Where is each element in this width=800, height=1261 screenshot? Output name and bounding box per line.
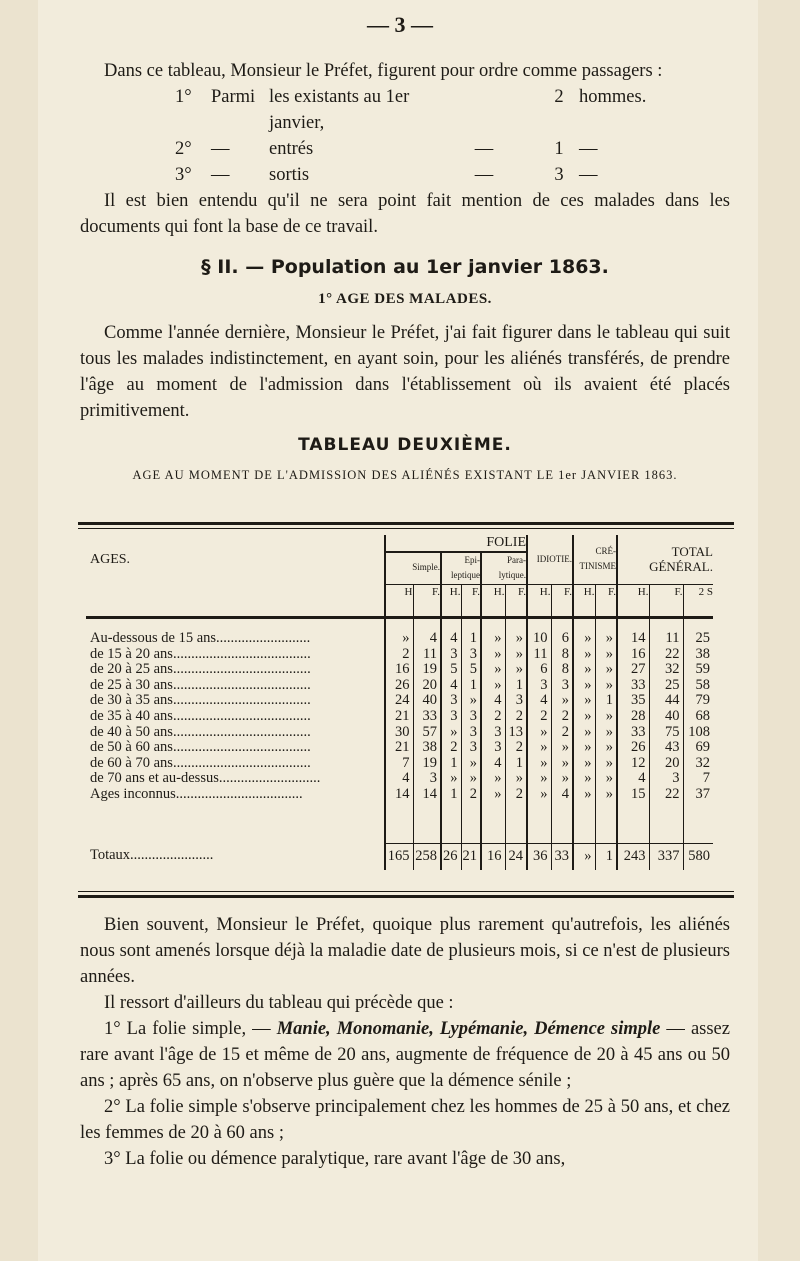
table-cell: 10 [527, 631, 551, 647]
table-cell: 2 [385, 647, 413, 663]
table-cell: » [527, 787, 551, 803]
col-header-ages: AGES. [90, 551, 131, 567]
table-cell: 33 [413, 709, 441, 725]
table-cell: 3 [649, 771, 683, 787]
table-cell: » [573, 756, 595, 772]
section-title: § II. — Population au 1er janvier 1863. [201, 256, 609, 278]
row-label: de 25 à 30 ans...................................... [90, 677, 311, 693]
table-cell: 33 [617, 678, 649, 694]
row-label: de 35 à 40 ans...................................... [90, 708, 311, 724]
header-rule [573, 600, 595, 617]
spacer-cell [527, 617, 551, 631]
total-cell: 243 [617, 843, 649, 870]
table-cell: 59 [683, 662, 713, 678]
table-cell: 21 [385, 740, 413, 756]
table-cell: 2 [527, 709, 551, 725]
header-rule [649, 600, 683, 617]
age-table [86, 535, 713, 870]
passenger-item-dash: — [211, 139, 230, 159]
spacer-cell [505, 803, 527, 844]
table-cell: 35 [617, 693, 649, 709]
col-subheader: F. [551, 584, 573, 600]
table-cell: 3 [441, 709, 461, 725]
table-row [86, 725, 713, 741]
table-cell: 14 [385, 787, 413, 803]
col-subheader: H. [617, 584, 649, 600]
table-cell: » [595, 771, 617, 787]
header-rule [385, 600, 413, 617]
header-rule [595, 600, 617, 617]
intro-paragraph: Dans ce tableau, Monsieur le Préfet, figurent pour ordre comme passagers : [104, 61, 663, 81]
row-label: de 50 à 60 ans...................................... [90, 740, 311, 756]
table-cell: 2 [551, 725, 573, 741]
point-1-start: 1° La folie simple, — [104, 1019, 277, 1039]
point-1-diagnoses: Manie, Monomanie, Lypémanie, Démence simple [276, 1019, 661, 1039]
table-cell: 26 [385, 678, 413, 694]
passenger-item-count: 1 [554, 139, 564, 159]
table-cell: » [595, 709, 617, 725]
intro-note: Il est bien entendu qu'il ne sera point fait mention de ces malades dans les documents qui font la base de ce travail. [80, 191, 730, 237]
table-cell: 3 [461, 740, 481, 756]
passenger-item-dash2: — [474, 139, 494, 159]
table-cell: 16 [617, 647, 649, 663]
table-row [86, 787, 713, 803]
table-cell: » [595, 678, 617, 694]
table-cell: 2 [441, 740, 461, 756]
table-cell: 108 [683, 725, 713, 741]
spacer-cell [551, 803, 573, 844]
col-header-folie: FOLIE [385, 535, 527, 552]
table-cell: 75 [649, 725, 683, 741]
table-cell: » [551, 740, 573, 756]
header-rule [86, 600, 385, 617]
table-cell: 3 [413, 771, 441, 787]
table-cell: » [481, 678, 505, 694]
table-cell: 33 [617, 725, 649, 741]
header-rule [413, 600, 441, 617]
col-subheader: H. [441, 584, 461, 600]
table-cell: 5 [441, 662, 461, 678]
table-cell: 19 [413, 662, 441, 678]
table-cell: 1 [441, 756, 461, 772]
paragraph-point-1 [80, 1016, 730, 1094]
table-cell: 2 [505, 787, 527, 803]
col-subheader: F. [649, 584, 683, 600]
table-cell: » [481, 631, 505, 647]
spacer-cell [413, 803, 441, 844]
table-cell: 5 [461, 662, 481, 678]
passenger-item-what: les existants au 1er janvier, [269, 87, 410, 133]
table-cell: » [573, 725, 595, 741]
passenger-item-unit: — [579, 165, 598, 185]
table-cell: » [573, 647, 595, 663]
table-cell: 2 [481, 709, 505, 725]
table-cell: » [595, 662, 617, 678]
passenger-item [80, 162, 730, 188]
table-cell: 6 [551, 631, 573, 647]
spacer-cell [595, 617, 617, 631]
table-cell: » [573, 678, 595, 694]
table-cell: 69 [683, 740, 713, 756]
total-cell: 26 [441, 843, 461, 870]
table-cell: 3 [481, 725, 505, 741]
spacer-cell [527, 803, 551, 844]
col-subheader: F. [413, 584, 441, 600]
table-cell: 1 [505, 678, 527, 694]
table-row [86, 740, 713, 756]
table-row [86, 693, 713, 709]
table-subtitle: AGE AU MOMENT DE L'ADMISSION DES ALIÉNÉS EXISTANT LE 1er JANVIER 1863. [132, 468, 678, 482]
table-cell: » [573, 631, 595, 647]
col-subheader: F. [461, 584, 481, 600]
total-cell: 580 [683, 843, 713, 870]
table-cell: 6 [527, 662, 551, 678]
col-subheader: H. [481, 584, 505, 600]
table-cell: 16 [385, 662, 413, 678]
table-cell: 57 [413, 725, 441, 741]
table-cell: » [481, 787, 505, 803]
passenger-item [80, 84, 730, 136]
spacer-cell [441, 803, 461, 844]
table-cell: 24 [385, 693, 413, 709]
table-cell: 11 [649, 631, 683, 647]
age-table-frame [78, 522, 734, 898]
spacer-cell [461, 803, 481, 844]
row-label: de 15 à 20 ans...................................... [90, 646, 311, 662]
table-cell: 21 [385, 709, 413, 725]
table-cell: » [441, 725, 461, 741]
table-cell: » [385, 631, 413, 647]
point-1-end: — assez rare avant l'âge de 15 et même de 20 ans, augmente de fréquence de 20 à 45 ans ou 50 ans ; après 65 ans, on n'observe plus guère que la démence sénile ; [80, 1019, 730, 1091]
table-cell: » [595, 631, 617, 647]
table-cell: 11 [527, 647, 551, 663]
table-cell: » [481, 647, 505, 663]
table-cell: » [505, 647, 527, 663]
table-cell: 2 [461, 787, 481, 803]
col-subheader: F. [505, 584, 527, 600]
total-cell: 337 [649, 843, 683, 870]
spacer-cell [505, 617, 527, 631]
table-cell: 3 [481, 740, 505, 756]
table-cell: 3 [551, 678, 573, 694]
paragraph-observation: Bien souvent, Monsieur le Préfet, quoique plus rarement qu'autrefois, les aliénés nous sont amenés lorsque déjà la maladie date de plusieurs mois, si ce n'est de plusieurs années. [80, 915, 730, 987]
table-cell: 4 [527, 693, 551, 709]
spacer-cell [683, 803, 713, 844]
passenger-item-n: 2° [175, 139, 192, 159]
table-cell: 3 [441, 693, 461, 709]
table-cell: 1 [505, 756, 527, 772]
table-cell: 4 [551, 787, 573, 803]
table-cell: » [573, 787, 595, 803]
spacer-cell [595, 803, 617, 844]
table-cell: 40 [413, 693, 441, 709]
table-cell: 3 [461, 647, 481, 663]
table-cell: 1 [461, 631, 481, 647]
table-cell: » [595, 787, 617, 803]
table-cell: 30 [385, 725, 413, 741]
header-rule [617, 600, 649, 617]
total-cell: 258 [413, 843, 441, 870]
table-cell: 12 [617, 756, 649, 772]
spacer-cell [617, 617, 649, 631]
row-label: de 40 à 50 ans...................................... [90, 724, 311, 740]
spacer-cell [683, 617, 713, 631]
table-cell: » [595, 647, 617, 663]
header-rule [527, 600, 551, 617]
totals-label: Totaux....................... [90, 847, 214, 864]
col-subheader: H. [573, 584, 595, 600]
passenger-item [80, 136, 730, 162]
table-cell: » [505, 631, 527, 647]
table-cell: 1 [595, 693, 617, 709]
spacer-cell [86, 617, 385, 631]
table-cell: 20 [649, 756, 683, 772]
page-number: — 3 — [367, 12, 433, 37]
table-cell: 8 [551, 662, 573, 678]
table-cell: 2 [505, 709, 527, 725]
table-cell: 40 [649, 709, 683, 725]
table-cell: » [461, 771, 481, 787]
table-cell: 7 [683, 771, 713, 787]
table-row [86, 709, 713, 725]
table-cell: » [527, 740, 551, 756]
col-subheader: H [385, 584, 413, 600]
row-label: de 30 à 35 ans...................................... [90, 693, 311, 709]
table-cell: » [551, 693, 573, 709]
col-header-simple: Simple. [385, 552, 441, 585]
table-cell: 1 [461, 678, 481, 694]
table-cell: » [461, 756, 481, 772]
row-label: de 20 à 25 ans...................................... [90, 662, 311, 678]
table-cell: 13 [505, 725, 527, 741]
passenger-item-dash: Parmi [211, 87, 256, 107]
table-cell: » [481, 771, 505, 787]
table-cell: 44 [649, 693, 683, 709]
table-cell: 22 [649, 647, 683, 663]
spacer-cell [481, 617, 505, 631]
row-label: Au-dessous de 15 ans.......................... [90, 630, 311, 646]
col-header-paralytique: Para-lytique. [481, 552, 527, 585]
table-cell: 15 [617, 787, 649, 803]
total-cell: 16 [481, 843, 505, 870]
table-cell: 32 [649, 662, 683, 678]
table-cell: 2 [551, 709, 573, 725]
table-cell: 3 [505, 693, 527, 709]
total-cell: 24 [505, 843, 527, 870]
spacer-cell [461, 617, 481, 631]
header-rule [441, 600, 461, 617]
table-cell: 4 [481, 756, 505, 772]
table-cell: 22 [649, 787, 683, 803]
passenger-item-count: 3 [554, 165, 564, 185]
table-row [86, 662, 713, 678]
table-cell: 4 [413, 631, 441, 647]
table-cell: » [595, 756, 617, 772]
header-rule [683, 600, 713, 617]
table-cell: 14 [617, 631, 649, 647]
table-cell: 25 [683, 631, 713, 647]
table-cell: » [527, 725, 551, 741]
spacer-cell [649, 617, 683, 631]
header-rule [461, 600, 481, 617]
total-cell: 1 [595, 843, 617, 870]
table-cell: 4 [385, 771, 413, 787]
table-cell: » [573, 771, 595, 787]
col-header-epileptique: Epi-leptique [441, 552, 481, 585]
table-title: TABLEAU DEUXIÈME. [298, 435, 512, 455]
table-cell: 3 [441, 647, 461, 663]
table-row [86, 631, 713, 647]
passenger-list [80, 84, 730, 188]
table-cell: » [441, 771, 461, 787]
table-cell: 68 [683, 709, 713, 725]
table-cell: 38 [413, 740, 441, 756]
table-row [86, 678, 713, 694]
table-cell: » [481, 662, 505, 678]
spacer-cell [385, 617, 413, 631]
paragraph-method: Comme l'année dernière, Monsieur le Préfet, j'ai fait figurer dans le tableau qui suit tous les malades indistinctement, en ayant soin, pour les aliénés transférés, de prendre l'âge au moment de l'admission dans l'établissement où ils avaient été placés primitivement. [80, 323, 730, 421]
spacer-cell [617, 803, 649, 844]
table-cell: 4 [441, 678, 461, 694]
table-cell: » [551, 756, 573, 772]
table-cell: 19 [413, 756, 441, 772]
table-row [86, 647, 713, 663]
col-header-total: TOTAL GÉNÉRAL. [617, 535, 713, 584]
table-cell: 2 [505, 740, 527, 756]
total-cell: 36 [527, 843, 551, 870]
closing-block [80, 912, 730, 1172]
table-row [86, 771, 713, 787]
row-label: de 70 ans et au-dessus............................ [90, 771, 321, 787]
col-subheader: H. [527, 584, 551, 600]
row-label: Ages inconnus................................... [90, 786, 303, 802]
paragraph-point-2: 2° La folie simple s'observe principalement chez les hommes de 25 à 50 ans, et chez les femmes de 20 à 60 ans ; [80, 1097, 730, 1143]
table-cell: 38 [683, 647, 713, 663]
header-rule [505, 600, 527, 617]
table-cell: 20 [413, 678, 441, 694]
table-cell: 32 [683, 756, 713, 772]
spacer-cell [385, 803, 413, 844]
passenger-item-what: sortis [269, 165, 310, 185]
table-cell: 4 [441, 631, 461, 647]
table-cell: » [573, 709, 595, 725]
col-header-cretinisme: CRÉ-TINISME [573, 535, 617, 584]
passenger-item-unit: hommes. [579, 87, 647, 107]
passenger-item-unit: — [579, 139, 598, 159]
table-cell: 7 [385, 756, 413, 772]
section-subtitle: 1° AGE DES MALADES. [318, 291, 492, 307]
table-cell: 3 [461, 725, 481, 741]
col-header-spacer [86, 584, 385, 600]
passenger-item-n: 3° [175, 165, 192, 185]
header-rule [481, 600, 505, 617]
table-cell: » [573, 693, 595, 709]
table-cell: » [595, 725, 617, 741]
table-cell: 4 [617, 771, 649, 787]
table-cell: » [527, 771, 551, 787]
spacer-cell [441, 617, 461, 631]
table-cell: 43 [649, 740, 683, 756]
spacer-cell [481, 803, 505, 844]
table-cell: 26 [617, 740, 649, 756]
table-cell: » [551, 771, 573, 787]
header-rule [551, 600, 573, 617]
col-subheader: 2 S [683, 584, 713, 600]
table-cell: 79 [683, 693, 713, 709]
table-cell: 3 [461, 709, 481, 725]
table-cell: 4 [481, 693, 505, 709]
spacer-cell [573, 617, 595, 631]
row-label: de 60 à 70 ans...................................... [90, 755, 311, 771]
passenger-item-count: 2 [554, 87, 564, 107]
passenger-item-n: 1° [175, 87, 192, 107]
table-cell: 3 [527, 678, 551, 694]
total-cell: 33 [551, 843, 573, 870]
table-cell: » [505, 662, 527, 678]
spacer-cell [413, 617, 441, 631]
table-cell: 1 [441, 787, 461, 803]
spacer-cell [573, 803, 595, 844]
total-cell: 21 [461, 843, 481, 870]
table-cell: 37 [683, 787, 713, 803]
spacer-cell [86, 803, 385, 844]
total-cell: 165 [385, 843, 413, 870]
paragraph-point-3: 3° La folie ou démence paralytique, rare avant l'âge de 30 ans, [104, 1149, 566, 1169]
table-cell: 27 [617, 662, 649, 678]
table-cell: 11 [413, 647, 441, 663]
table-cell: 8 [551, 647, 573, 663]
paragraph-conclusion-intro: Il ressort d'ailleurs du tableau qui précède que : [104, 993, 454, 1013]
table-cell: 58 [683, 678, 713, 694]
table-cell: » [573, 662, 595, 678]
table-cell: 25 [649, 678, 683, 694]
table-cell: 28 [617, 709, 649, 725]
spacer-cell [551, 617, 573, 631]
table-cell: » [505, 771, 527, 787]
col-header-idiotie: IDIOTIE. [527, 535, 573, 584]
passenger-item-dash: — [211, 165, 230, 185]
passenger-item-dash2 [429, 84, 539, 136]
total-cell: » [573, 843, 595, 870]
totals-row [86, 843, 713, 870]
col-subheader: F. [595, 584, 617, 600]
table-row [86, 756, 713, 772]
table-cell: » [461, 693, 481, 709]
table-cell: » [573, 740, 595, 756]
passenger-item-dash2: — [474, 165, 494, 185]
table-cell: » [595, 740, 617, 756]
table-cell: » [527, 756, 551, 772]
intro-block [80, 58, 730, 488]
passenger-item-what: entrés [269, 139, 314, 159]
table-cell: 14 [413, 787, 441, 803]
spacer-cell [649, 803, 683, 844]
